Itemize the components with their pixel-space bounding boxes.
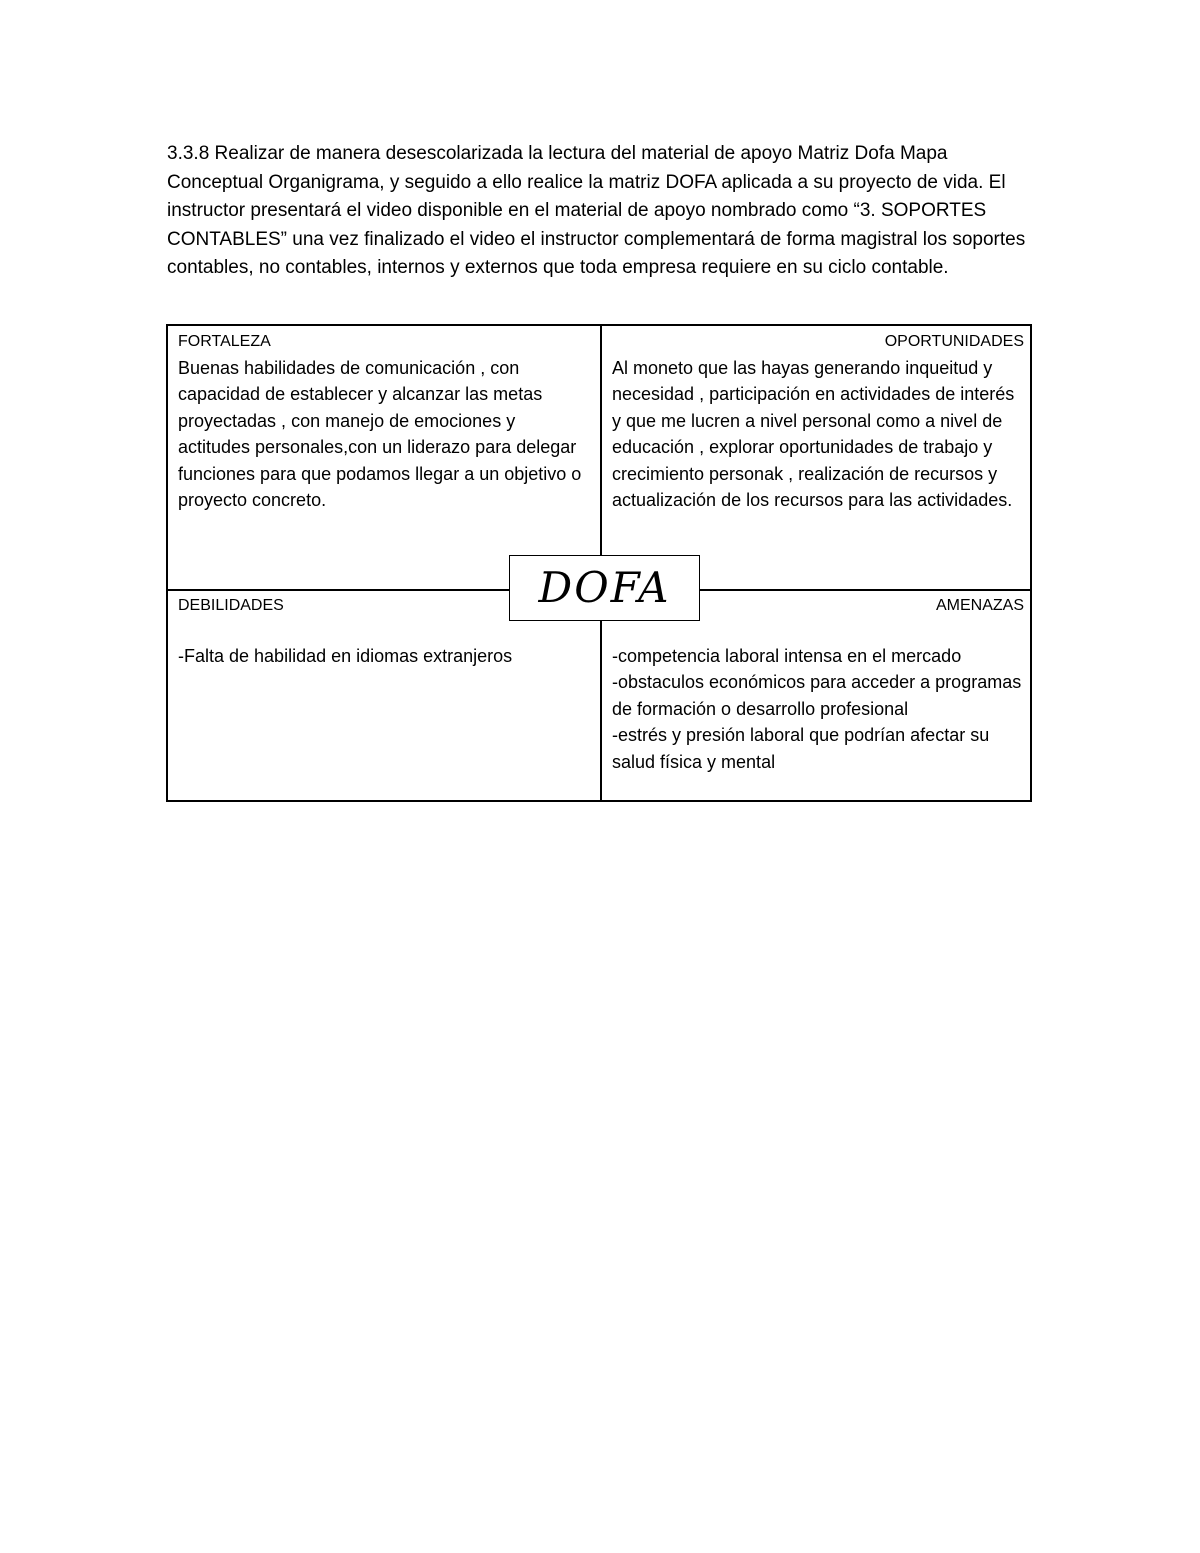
fortaleza-quadrant bbox=[178, 329, 588, 513]
fortaleza-title: FORTALEZA bbox=[178, 333, 271, 350]
oportunidades-quadrant bbox=[612, 329, 1024, 513]
fortaleza-text: Buenas habilidades de comunicación , con capacidad de establecer y alcanzar las metas proyectadas , con manejo de emociones y actitudes personales,con un liderazo para delegar funciones para que podamos llegar a un objetivo o proyecto concreto. bbox=[178, 358, 582, 511]
dofa-center-label-box bbox=[509, 555, 700, 621]
debilidades-title: DEBILIDADES bbox=[178, 597, 284, 614]
amenazas-text: -competencia laboral intensa en el mercado -obstaculos económicos para acceder a programas de formación o desarrollo profesional -estrés y presión laboral que podrían afectar su salud física y mental bbox=[612, 646, 1022, 772]
oportunidades-title: OPORTUNIDADES bbox=[884, 333, 1024, 350]
amenazas-title: AMENAZAS bbox=[935, 597, 1024, 614]
debilidades-text: -Falta de habilidad en idiomas extranjeros bbox=[178, 646, 513, 666]
dofa-matrix bbox=[166, 324, 1032, 802]
instructions-paragraph: 3.3.8 Realizar de manera desescolarizada la lectura del material de apoyo Matriz Dofa Mapa Conceptual Organigrama, y seguido a ello realice la matriz DOFA aplicada a su proyecto de vida. El instructor presentará el video disponible en el material de apoyo nombrado como “3. SOPORTES CONTABLES” una vez finalizado el video el instructor complementará de forma magistral los soportes contables, no contables, internos y externos que toda empresa requiere en su ciclo contable. bbox=[167, 143, 1026, 279]
dofa-center-label: DOFA bbox=[538, 563, 671, 612]
oportunidades-text: Al moneto que las hayas generando inqueitud y necesidad , participación en actividades de interés y que me lucren a nivel personal como a nivel de educación , explorar oportunidades de trabajo y crecimiento personak , realización de recursos y actualización de los recursos para las actividades. bbox=[612, 358, 1015, 511]
